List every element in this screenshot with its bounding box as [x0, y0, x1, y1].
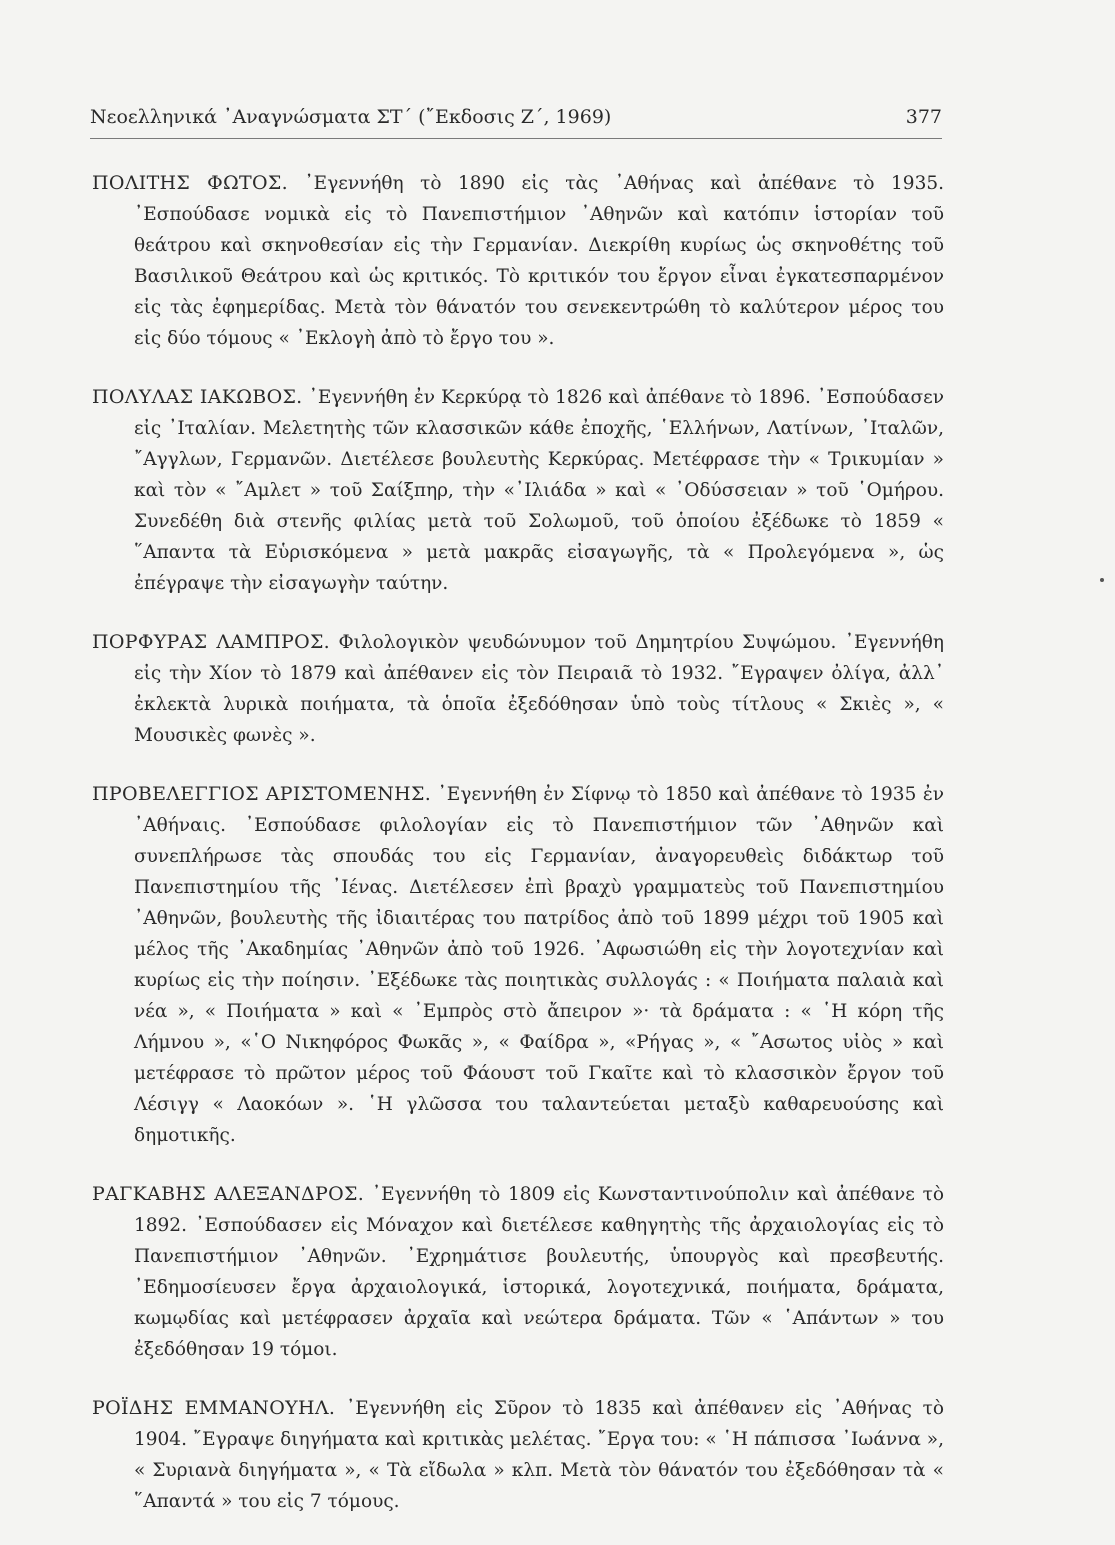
entry-paragraph — [92, 1393, 944, 1517]
book-title: Νεοελληνικά ᾿Αναγνώσματα ΣΤ΄ (῎Εκδοσις Ζ΄, 1969) — [90, 106, 612, 128]
entry-paragraph — [92, 627, 944, 751]
entry-text: ᾿Εγεννήθη τὸ 1890 εἰς τὰς ᾿Αθήνας καὶ ἀπέθανε τὸ 1935. ᾿Εσπούδασε νομικὰ εἰς τὸ Πανεπιστήμιον ᾿Αθηνῶν καὶ κατόπιν ἱστορίαν τοῦ θεάτρου καὶ σκηνοθεσίαν εἰς τὴν Γερμανίαν. Διεκρίθη κυρίως ὡς σκηνοθέτης τοῦ Βασιλικοῦ Θεάτρου καὶ ὡς κριτικός. Τὸ κριτικόν του ἔργον εἶναι ἐγκατεσπαρμένον εἰς τὰς ἐφημερίδας. Μετὰ τὸν θάνατόν του σενεκεντρώθη τὸ καλύτερον μέρος του εἰς δύο τόμους « ᾿Εκλογὴ ἀπὸ τὸ ἔργο του ». — [134, 173, 945, 349]
entry-text: ᾿Εγεννήθη ἐν Κερκύρᾳ τὸ 1826 καὶ ἀπέθανε τὸ 1896. ᾿Εσπούδασεν εἰς ᾿Ιταλίαν. Μελετητὴς τῶν κλασσικῶν κάθε ἐποχῆς, ῾Ελλήνων, Λατίνων, ᾿Ιταλῶν, ῎Αγγλων, Γερμανῶν. Διετέλεσε βουλευτὴς Κερκύρας. Μετέφρασε τὴν « Τρικυμίαν » καὶ τὸν « ῎Αμλετ » τοῦ Σαίξπηρ, τὴν «᾿Ιλιάδα » καὶ « ᾿Οδύσσειαν » τοῦ ῾Ομήρου. Συνεδέθη διὰ στενῆς φιλίας μετὰ τοῦ Σολωμοῦ, τοῦ ὁποίου ἐξέδωκε τὸ 1859 « ῞Απαντα τὰ Εὑρισκόμενα » μετὰ μακρᾶς εἰσαγωγῆς, τὰ « Προλεγόμενα », ὡς ἐπέγραψε τὴν εἰσαγωγὴν ταύτην. — [134, 387, 944, 594]
margin-speck — [1100, 578, 1104, 582]
entry-text: ᾿Εγεννήθη εἰς Σῦρον τὸ 1835 καὶ ἀπέθανεν εἰς ᾿Αθήνας τὸ 1904. ῎Εγραψε διηγήματα καὶ κριτικὰς μελέτας. ῎Εργα του: « ῾Η πάπισσα ᾿Ιωάννα », « Συριανὰ διηγήματα », « Τὰ εἴδωλα » κλπ. Μετὰ τὸν θάνατόν του ἐξεδόθησαν τὰ « ῞Απαντά » του εἰς 7 τόμους. — [134, 1398, 944, 1512]
entry-paragraph — [92, 779, 944, 1151]
entry-text: Φιλολογικὸν ψευδώνυμον τοῦ Δημητρίου Συψώμου. ᾿Εγεννήθη εἰς τὴν Χίον τὸ 1879 καὶ ἀπέθανεν εἰς τὸν Πειραιᾶ τὸ 1932. ῎Εγραψεν ὀλίγα, ἀλλ᾿ ἐκλεκτὰ λυρικὰ ποιήματα, τὰ ὁποῖα ἐξεδόθησαν ὑπὸ τοὺς τίτλους « Σκιὲς », « Μουσικὲς φωνὲς ». — [134, 632, 944, 746]
entry-text: ᾿Εγεννήθη τὸ 1809 εἰς Κωνσταντινούπολιν καὶ ἀπέθανε τὸ 1892. ᾿Εσπούδασεν εἰς Μόναχον καὶ διετέλεσε καθηγητὴς τῆς ἀρχαιολογίας εἰς τὸ Πανεπιστήμιον ᾿Αθηνῶν. ᾿Εχρημάτισε βουλευτής, ὑπουργὸς καὶ πρεσβευτής. ᾿Εδημοσίευσεν ἔργα ἀρχαιολογικά, ἱστορικά, λογοτεχνικά, ποιήματα, δράματα, κωμῳδίας καὶ μετέφρασεν ἀρχαῖα καὶ νεώτερα δράματα. Τῶν « ῾Απάντων » του ἐξεδόθησαν 19 τόμοι. — [134, 1184, 944, 1360]
entry-name: ΠΟΛΙΤΗΣ ΦΩΤΟΣ. — [92, 172, 288, 194]
entry-paragraph — [92, 1179, 944, 1365]
entry-polylas — [92, 382, 944, 599]
entry-name: ΠΡΟΒΕΛΕΓΓΙΟΣ ΑΡΙΣΤΟΜΕΝΗΣ. — [92, 783, 432, 805]
entry-provelengios — [92, 779, 944, 1151]
entry-politis — [92, 168, 944, 354]
entry-name: ΠΟΛΥΛΑΣ ΙΑΚΩΒΟΣ. — [92, 386, 303, 408]
entry-roidis — [92, 1393, 944, 1517]
entry-name: ΡΟΪΔΗΣ ΕΜΜΑΝΟΥΗΛ. — [92, 1397, 336, 1419]
running-header — [90, 102, 942, 139]
entry-name: ΡΑΓΚΑΒΗΣ ΑΛΕΞΑΝΔΡΟΣ. — [92, 1183, 365, 1205]
entry-text: ᾿Εγεννήθη ἐν Σίφνῳ τὸ 1850 καὶ ἀπέθανε τὸ 1935 ἐν ᾿Αθήναις. ᾿Εσπούδασε φιλολογίαν εἰς τὸ Πανεπιστήμιον τῶν ᾿Αθηνῶν καὶ συνεπλήρωσε τὰς σπουδάς του εἰς Γερμανίαν, ἀναγορευθεὶς διδάκτωρ τοῦ Πανεπιστημίου τῆς ᾿Ιένας. Διετέλεσεν ἐπὶ βραχὺ γραμματεὺς τοῦ Πανεπιστημίου ᾿Αθηνῶν, βουλευτὴς τῆς ἰδιαιτέρας του πατρίδος ἀπὸ τοῦ 1899 μέχρι τοῦ 1905 καὶ μέλος τῆς ᾿Ακαδημίας ᾿Αθηνῶν ἀπὸ τοῦ 1926. ᾿Αφωσιώθη εἰς τὴν λογοτεχνίαν καὶ κυρίως εἰς τὴν ποίησιν. ᾿Εξέδωκε τὰς ποιητικὰς συλλογάς : « Ποιήματα παλαιὰ καὶ νέα », « Ποιήματα » καὶ « ᾿Εμπρὸς στὸ ἄπειρον »· τὰ δράματα : « ῾Η κόρη τῆς Λήμνου », «῾Ο Νικηφόρος Φωκᾶς », « Φαίδρα », «Ρήγας », « ῎Ασωτος υἱὸς » καὶ μετέφρασε τὸ πρῶτον μέρος τοῦ Φάουστ τοῦ Γκαῖτε καὶ τὸ κλασσικὸν ἔργον τοῦ Λέσιγγ « Λαοκόων ». ῾Η γλῶσσα του ταλαντεύεται μεταξὺ καθαρευούσης καὶ δημοτικῆς. — [134, 784, 944, 1146]
entry-paragraph — [92, 168, 944, 354]
entry-paragraph — [92, 382, 944, 599]
biographical-entries — [92, 168, 944, 1545]
entry-name: ΠΟΡΦΥΡΑΣ ΛΑΜΠΡΟΣ. — [92, 631, 331, 653]
entry-ragkavis — [92, 1179, 944, 1365]
entry-porfyras — [92, 627, 944, 751]
page-number: 377 — [905, 106, 942, 128]
